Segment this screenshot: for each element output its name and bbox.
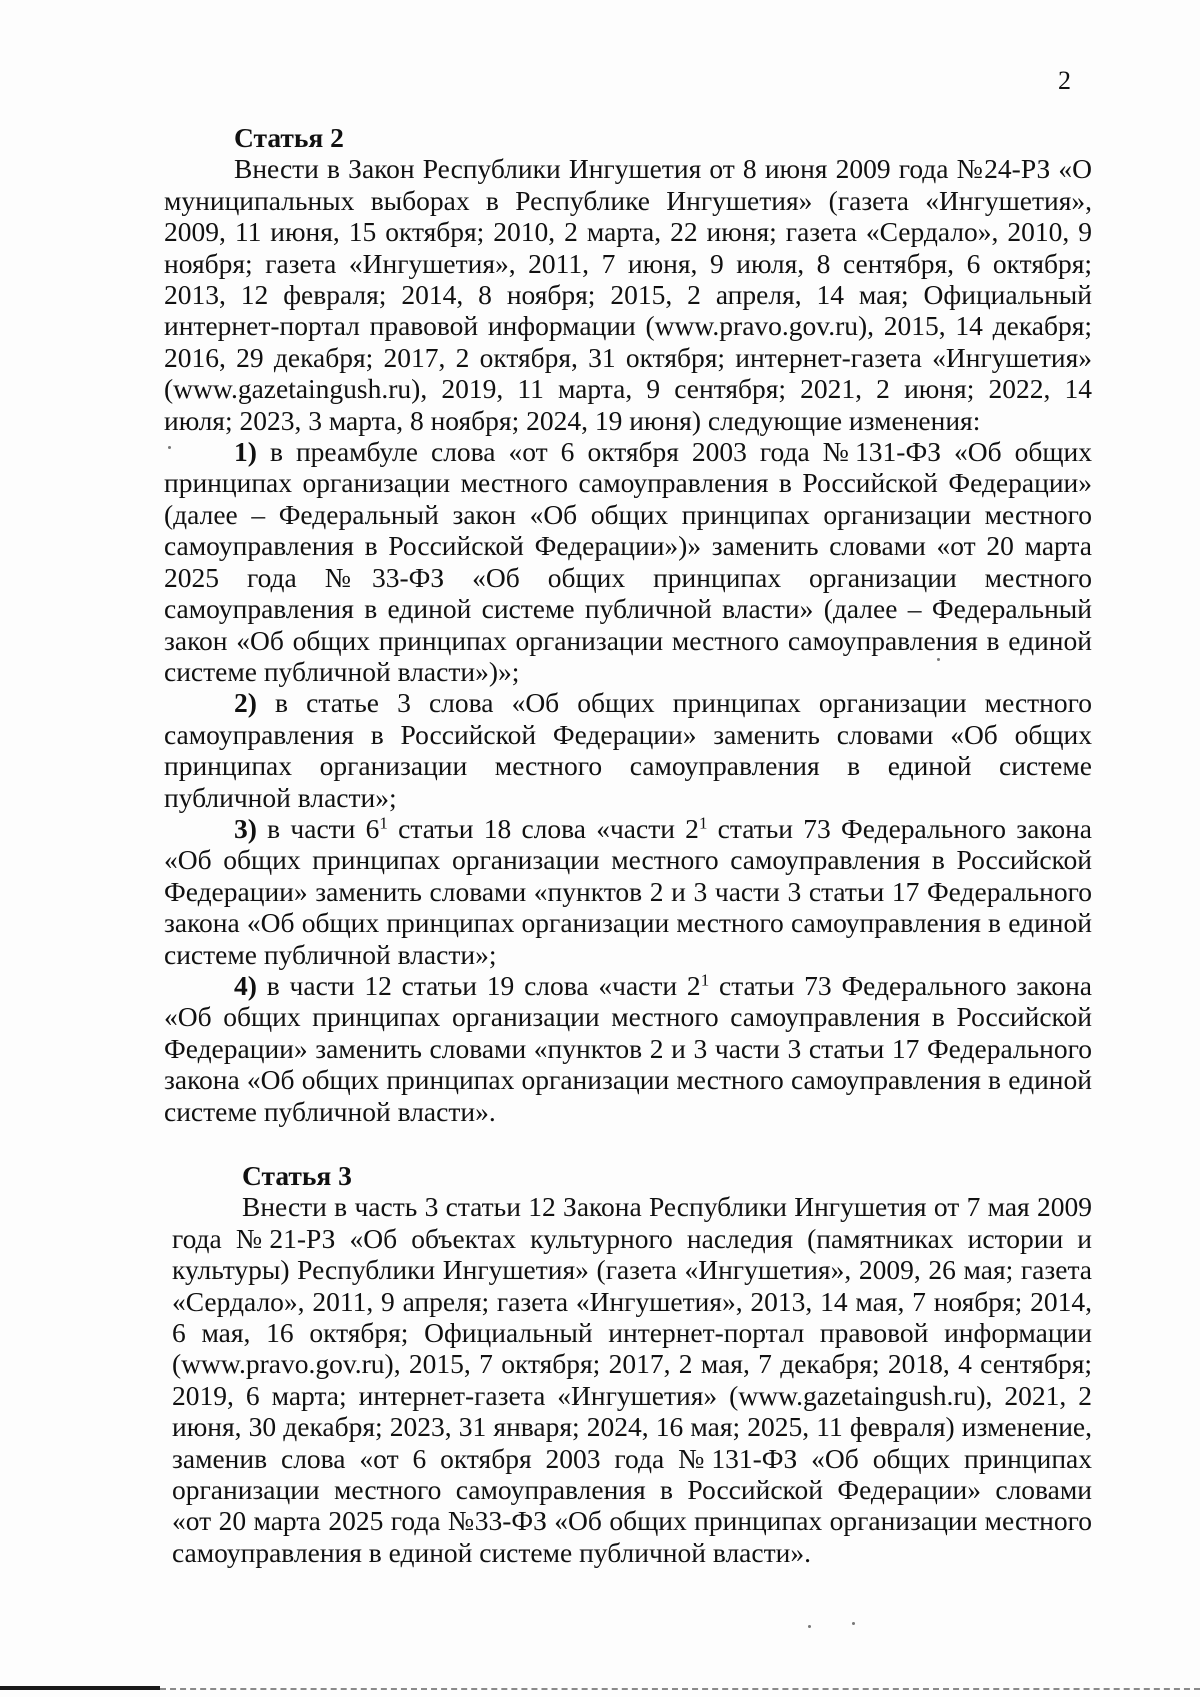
item-number: 1) xyxy=(234,436,257,468)
item-text: статьи 73 Федерального закона «Об общих принципах организации местного самоуправления в Российской Федерации» заменить словами «пунктов 2 и 3 части 3 статьи 17 Федерального закона «Об общих принципах организации местного самоуправления в единой системе публичной власти». xyxy=(164,969,1093,1127)
article-2-item-4 xyxy=(164,970,1092,1127)
item-number: 3) xyxy=(234,812,257,844)
article-2-intro: Внести в Закон Республики Ингушетия от 8 июня 2009 года №24-РЗ «О муниципальных выборах в Республике Ингушетия» (газета «Ингушетия», 2009, 11 июня, 15 октября; 2010, 2 марта, 22 июня; газета «Сердало», 2010, 9 ноября; газета «Ингушетия», 2011, 7 июня, 9 июля, 8 сентября, 6 октября; 2013, 12 февраля; 2014, 8 ноября; 2015, 2 апреля, 14 мая; Официальный интернет-портал правовой информации (www.pravo.gov.ru), 2015, 14 декабря; 2016, 29 декабря; 2017, 2 октября, 31 октября; интернет-газета «Ингушетия» (www.gazetaingush.ru), 2019, 11 марта, 9 сентября; 2021, 2 июня; 2022, 14 июля; 2023, 3 марта, 8 ноября; 2024, 19 июня) следующие изменения: xyxy=(164,153,1092,436)
scan-speck xyxy=(852,1622,855,1625)
article-2-heading: Статья 2 xyxy=(234,122,344,153)
article-3 xyxy=(172,1160,1092,1568)
item-text: в части 6 xyxy=(267,812,380,844)
scan-speck xyxy=(168,446,171,449)
scan-bottom-edge xyxy=(0,1682,1200,1697)
scan-dash-line xyxy=(160,1688,1200,1691)
article-2 xyxy=(164,122,1092,1127)
article-3-text: Внести в часть 3 статьи 12 Закона Республики Ингушетия от 7 мая 2009 года №21-РЗ «Об объектах культурного наследия (памятниках истории и культуры) Республики Ингушетия» (газета «Ингушетия», 2009, 26 мая; газета «Сердало», 2011, 9 апреля; газета «Ингушетия», 2013, 14 мая, 7 ноября; 2014, 6 мая, 16 октября; Официальный интернет-портал правовой информации (www.pravo.gov.ru), 2015, 7 октября; 2017, 2 мая, 7 декабря; 2018, 4 сентября; 2019, 6 марта; интернет-газета «Ингушетия» (www.gazetaingush.ru), 2021, 2 июня, 30 декабря; 2023, 31 января; 2024, 16 мая; 2025, 11 февраля) изменение, заменив слова «от 6 октября 2003 года №131-ФЗ «Об общих принципах организации местного самоуправления в Российской Федерации» словами «от 20 марта 2025 года №33-ФЗ «Об общих принципах организации местного самоуправления в единой системе публичной власти». xyxy=(172,1191,1092,1568)
page-number: 2 xyxy=(1058,66,1071,95)
superscript: 1 xyxy=(379,813,388,833)
article-2-item-1 xyxy=(164,436,1092,687)
item-text: статьи 18 слова «части 2 xyxy=(387,812,699,844)
item-text: статьи 73 Федерального закона «Об общих принципах организации местного самоуправления в Российской Федерации» заменить словами «пунктов 2 и 3 части 3 статьи 17 Федерального закона «Об общих принципах организации местного самоуправления в единой системе публичной власти»; xyxy=(164,812,1092,970)
item-number: 4) xyxy=(234,969,257,1001)
article-2-item-3 xyxy=(164,813,1092,970)
scan-speck xyxy=(937,658,940,661)
item-text: в статье 3 слова «Об общих принципах организации местного самоуправления в Российской Федерации» заменить словами «Об общих принципах организации местного самоуправления в единой системе публичной власти»; xyxy=(164,687,1092,813)
article-2-item-2 xyxy=(164,687,1092,813)
item-number: 2) xyxy=(234,687,257,719)
scan-edge-mark xyxy=(0,1686,160,1690)
item-text: в преамбуле слова «от 6 октября 2003 года №131-ФЗ «Об общих принципах организации местного самоуправления в Российской Федерации» (далее – Федеральный закон «Об общих принципах организации местного самоуправления в Российской Федерации»)» заменить словами «от 20 марта 2025 года №33-ФЗ «Об общих принципах организации местного самоуправления в единой системе публичной власти» (далее – Федеральный закон «Об общих принципах организации местного самоуправления в единой системе публичной власти»)»; xyxy=(164,436,1092,687)
item-text: в части 12 статьи 19 слова «части 2 xyxy=(266,969,701,1001)
scan-speck xyxy=(808,1625,811,1628)
article-3-heading: Статья 3 xyxy=(242,1160,352,1191)
superscript: 1 xyxy=(700,970,710,990)
superscript: 1 xyxy=(698,813,708,833)
